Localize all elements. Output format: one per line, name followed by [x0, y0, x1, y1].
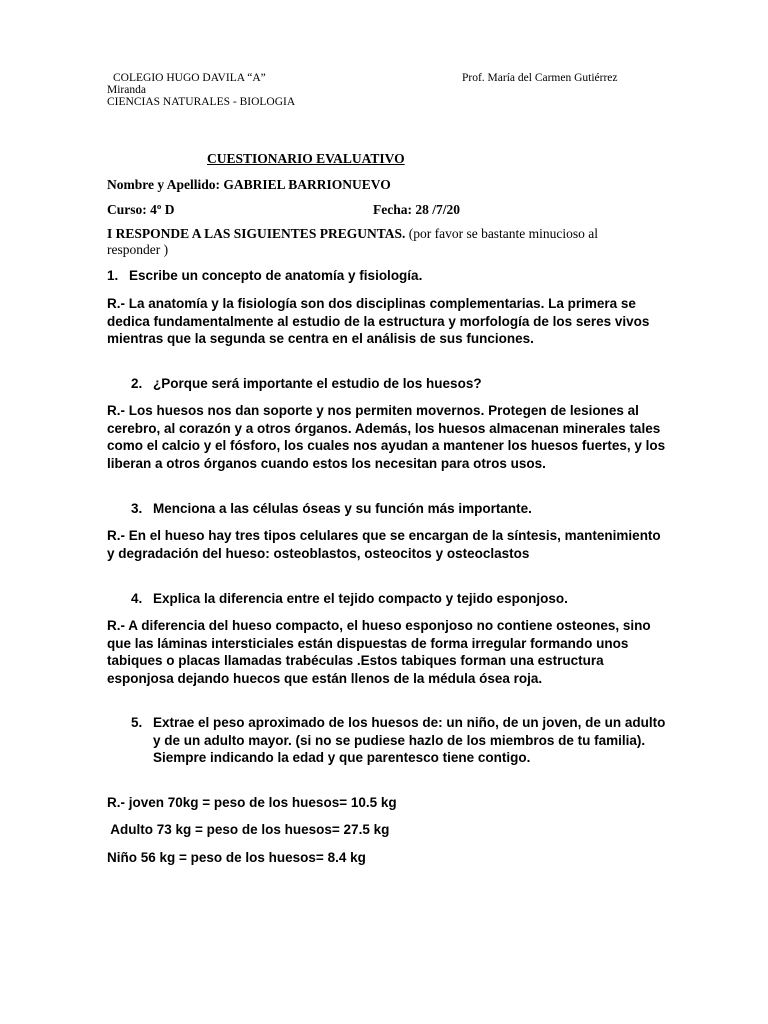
question-5-text: Extrae el peso aproximado de los huesos de: un niño, de un joven, de un adulto y de un adulto mayor. (si no se pudiese hazlo de los miembros de tu familia). Siempre indicando la edad y que parentesco tiene contigo.: [153, 715, 666, 766]
question-2-text: ¿Porque será importante el estudio de los huesos?: [153, 376, 482, 391]
question-4: [131, 590, 568, 608]
school-name-continued: Miranda: [107, 84, 146, 96]
answer-3: R.- En el hueso hay tres tipos celulares que se encargan de la síntesis, mantenimiento y degradación del hueso: osteoblastos, osteocitos y osteoclastos: [107, 528, 661, 561]
instructions-note: (por favor se bastante minucioso al responder ): [107, 226, 599, 257]
question-3-number: 3.: [131, 501, 143, 516]
question-5: [131, 714, 671, 767]
answer-5-line-3: Niño 56 kg = peso de los huesos= 8.4 kg: [107, 850, 366, 865]
question-2: [131, 375, 482, 393]
teacher-name: Prof. María del Carmen Gutiérrez: [462, 72, 618, 84]
question-2-number: 2.: [131, 376, 143, 391]
question-4-number: 4.: [131, 591, 143, 606]
subject-name: CIENCIAS NATURALES - BIOLOGIA: [107, 96, 296, 108]
question-4-text: Explica la diferencia entre el tejido compacto y tejido esponjoso.: [153, 591, 568, 606]
answer-5-line-1: R.- joven 70kg = peso de los huesos= 10.5 kg: [107, 795, 397, 810]
school-name: COLEGIO HUGO DAVILA “A”: [113, 72, 266, 84]
question-1-text: Escribe un concepto de anatomía y fisiología.: [129, 268, 423, 283]
answer-2: R.- Los huesos nos dan soporte y nos permiten movernos. Protegen de lesiones al cerebro, al corazón y a otros órganos. Además, los huesos almacenan minerales tales como el calcio y el fósforo, los cuales nos ayudan a mantener los huesos fuertes, y los liberan a otros órganos cuando estos los necesitan para otros usos.: [107, 403, 666, 471]
student-date: Fecha: 28 /7/20: [373, 202, 460, 217]
answer-4: R.- A diferencia del hueso compacto, el hueso esponjoso no contiene osteones, sino que las láminas intersticiales están dispuestas de forma irregular formando unos tabiques o placas llamadas trabéculas .Estos tabiques forman una estructura esponjosa dejando huecos que están llenos de la médula ósea roja.: [107, 618, 651, 686]
question-3-text: Menciona a las células óseas y su función más importante.: [153, 501, 532, 516]
question-3: [131, 500, 532, 518]
instructions-main: I RESPONDE A LAS SIGUIENTES PREGUNTAS.: [107, 226, 406, 241]
answer-1: R.- La anatomía y la fisiología son dos disciplinas complementarias. La primera se dedica fundamentalmente al estudio de la estructura y morfología de los seres vivos mientras que la segunda se centra en el análisis de sus funciones.: [107, 296, 650, 347]
answer-5-line-2: Adulto 73 kg = peso de los huesos= 27.5 kg: [107, 822, 390, 837]
student-course: Curso: 4º D: [107, 202, 175, 217]
question-5-number: 5.: [131, 715, 143, 730]
question-1-number: 1.: [107, 268, 119, 283]
student-name: Nombre y Apellido: GABRIEL BARRIONUEVO: [107, 177, 391, 192]
instructions: [107, 226, 627, 258]
document-title: CUESTIONARIO EVALUATIVO: [207, 151, 405, 166]
question-1: [107, 267, 422, 285]
